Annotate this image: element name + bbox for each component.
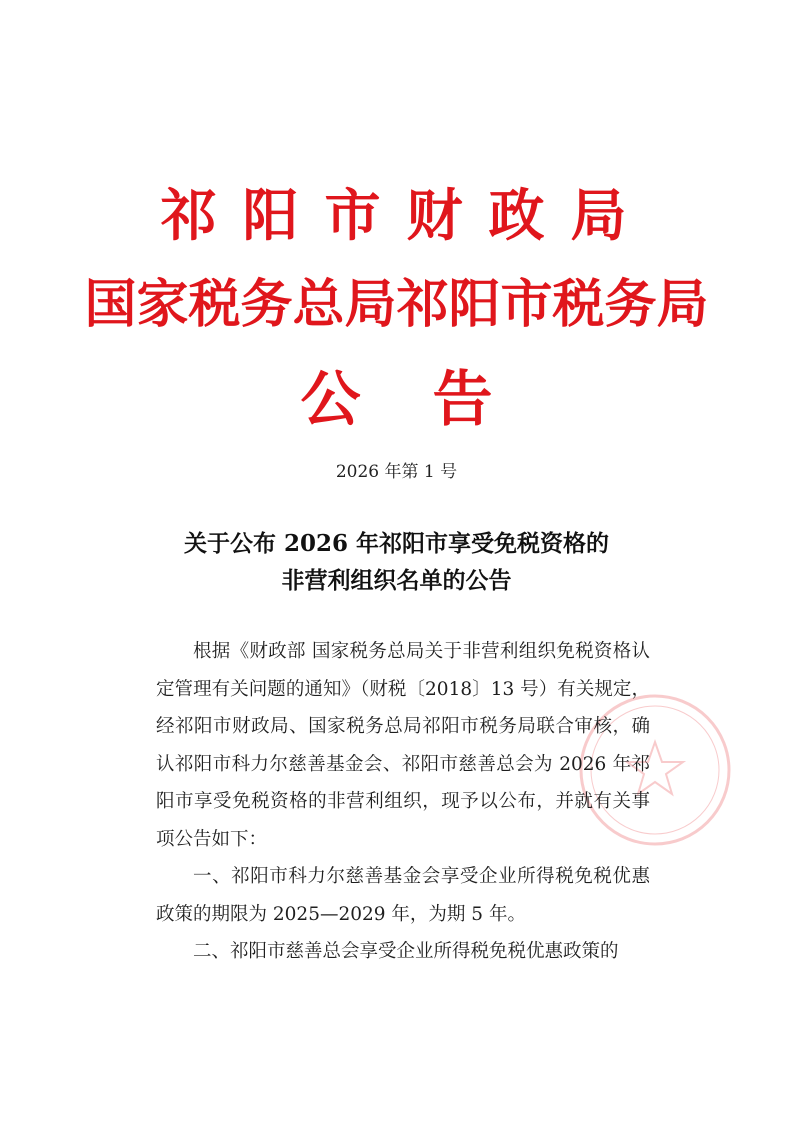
document-title-line-2: 非营利组织名单的公告 bbox=[281, 567, 512, 594]
issuer-announcement-heading: 公告 bbox=[300, 365, 565, 435]
announcement-body bbox=[156, 633, 650, 971]
body-paragraph-item-2: 二、祁阳市慈善总会享受企业所得税免税优惠政策的 bbox=[193, 941, 619, 962]
body-paragraph-item-1: 一、祁阳市科力尔慈善基金会享受企业所得税免税优惠政策的期限为 2025—2029 年，为期 5 年。 bbox=[156, 866, 650, 925]
document-title-line-1: 关于公布 2026 年祁阳市享受免税资格的 bbox=[183, 530, 610, 557]
body-paragraph-intro: 根据《财政部 国家税务总局关于非营利组织免税资格认定管理有关问题的通知》（财税〔2018〕13 号）有关规定，经祁阳市财政局、国家税务总局祁阳市税务局联合审核，确认祁阳市科力尔慈善基金会、祁阳市慈善总会为 2026 年祁阳市享受免税资格的非营利组织，现予以公布，并就有关事项公告如下： bbox=[156, 641, 650, 850]
issuer-finance-bureau: 祁阳市财政局 bbox=[160, 183, 653, 249]
issuer-tax-bureau: 国家税务总局祁阳市税务局 bbox=[84, 274, 709, 335]
document-number: 2026 年第 1 号 bbox=[335, 462, 458, 482]
